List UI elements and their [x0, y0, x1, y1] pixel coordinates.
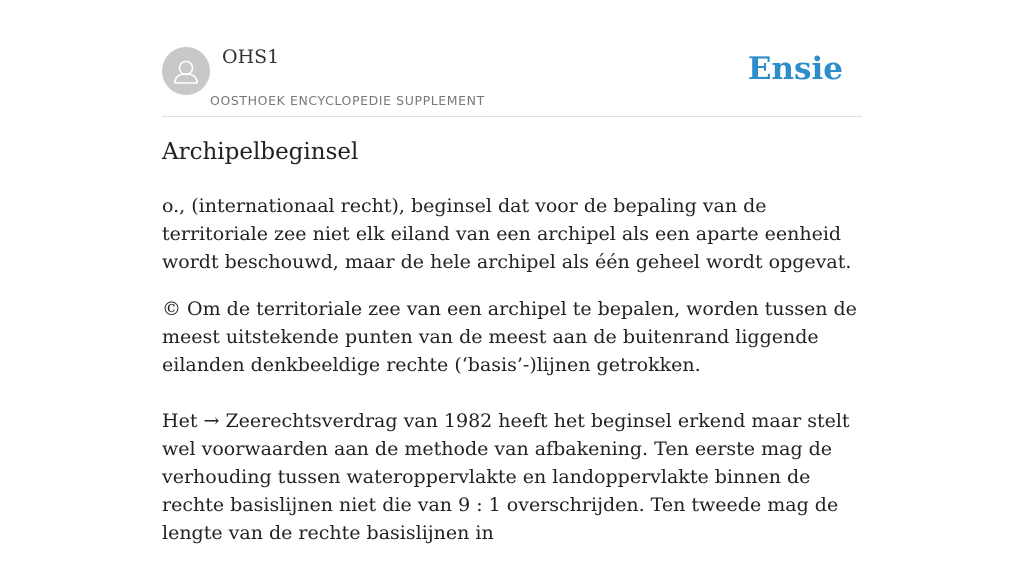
- header: [162, 0, 862, 117]
- source-code-link[interactable]: OHS1: [222, 46, 280, 68]
- ensie-logo[interactable]: Ensie: [747, 51, 843, 87]
- user-icon: [162, 47, 210, 95]
- article-paragraph-definition: o., (internationaal recht), beginsel dat voor de bepaling van de territoriale zee niet elk eiland van een archipel als een aparte eenheid wordt beschouwd, maar de hele archipel als één geheel wordt opgevat.: [162, 195, 852, 273]
- paragraph-spacer: [162, 379, 867, 407]
- article-body: [162, 192, 867, 566]
- avatar[interactable]: [162, 47, 210, 95]
- article-title: Archipelbeginsel: [162, 139, 359, 165]
- article-paragraph-treaty: Het → Zeerechtsverdrag van 1982 heeft het beginsel erkend maar stelt wel voorwaarden aan de methode van afbakening. Ten eerste mag de verhouding tussen wateroppervlakte en landoppervlakte binnen de rechte basislijnen niet die van 9 : 1 overschrijden. Ten tweede mag de lengte van de rechte basislijnen in: [162, 410, 850, 544]
- article-paragraph-explanation: © Om de territoriale zee van een archipel te bepalen, worden tussen de meest uitstekende punten van de meest aan de buitenrand liggende eilanden denkbeeldige rechte (‘basis’-)lijnen getrokken.: [162, 298, 857, 376]
- source-name-link[interactable]: OOSTHOEK ENCYCLOPEDIE SUPPLEMENT: [210, 93, 485, 108]
